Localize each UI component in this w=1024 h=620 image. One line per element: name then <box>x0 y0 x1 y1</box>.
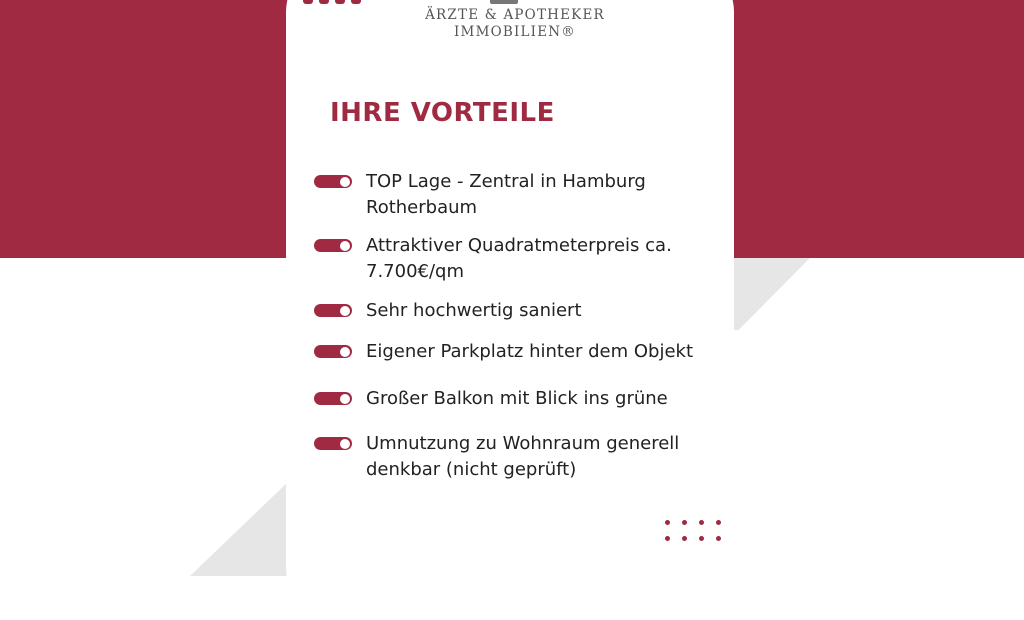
decorative-triangle-bottom <box>190 480 290 576</box>
toggle-switch-icon <box>314 239 352 252</box>
benefit-text: Sehr hochwertig saniert <box>366 300 582 321</box>
list-item <box>314 298 714 324</box>
top-dash-decoration <box>303 0 363 4</box>
benefit-text: TOP Lage - Zentral in Hamburg Rotherbaum <box>366 171 646 218</box>
list-item <box>314 386 714 412</box>
brand-name <box>420 7 610 41</box>
list-item <box>314 431 714 483</box>
page-title: IHRE VORTEILE <box>330 98 555 128</box>
logo-icon <box>490 0 518 4</box>
toggle-switch-icon <box>314 175 352 188</box>
list-item <box>314 233 714 285</box>
toggle-switch-icon <box>314 392 352 405</box>
brand-line-2: IMMOBILIEN® <box>454 24 576 40</box>
benefit-text: Attraktiver Quadratmeterpreis ca. 7.700€/qm <box>366 235 672 282</box>
list-item <box>314 339 714 365</box>
dot-grid-icon <box>665 520 722 541</box>
benefit-text: Umnutzung zu Wohnraum generell denkbar (nicht geprüft) <box>366 433 680 480</box>
brand-line-1: ÄRZTE & APOTHEKER <box>425 7 605 23</box>
list-item <box>314 169 714 221</box>
toggle-switch-icon <box>314 304 352 317</box>
benefit-text: Großer Balkon mit Blick ins grüne <box>366 388 668 409</box>
benefit-text: Eigener Parkplatz hinter dem Objekt <box>366 341 694 362</box>
toggle-switch-icon <box>314 437 352 450</box>
toggle-switch-icon <box>314 345 352 358</box>
